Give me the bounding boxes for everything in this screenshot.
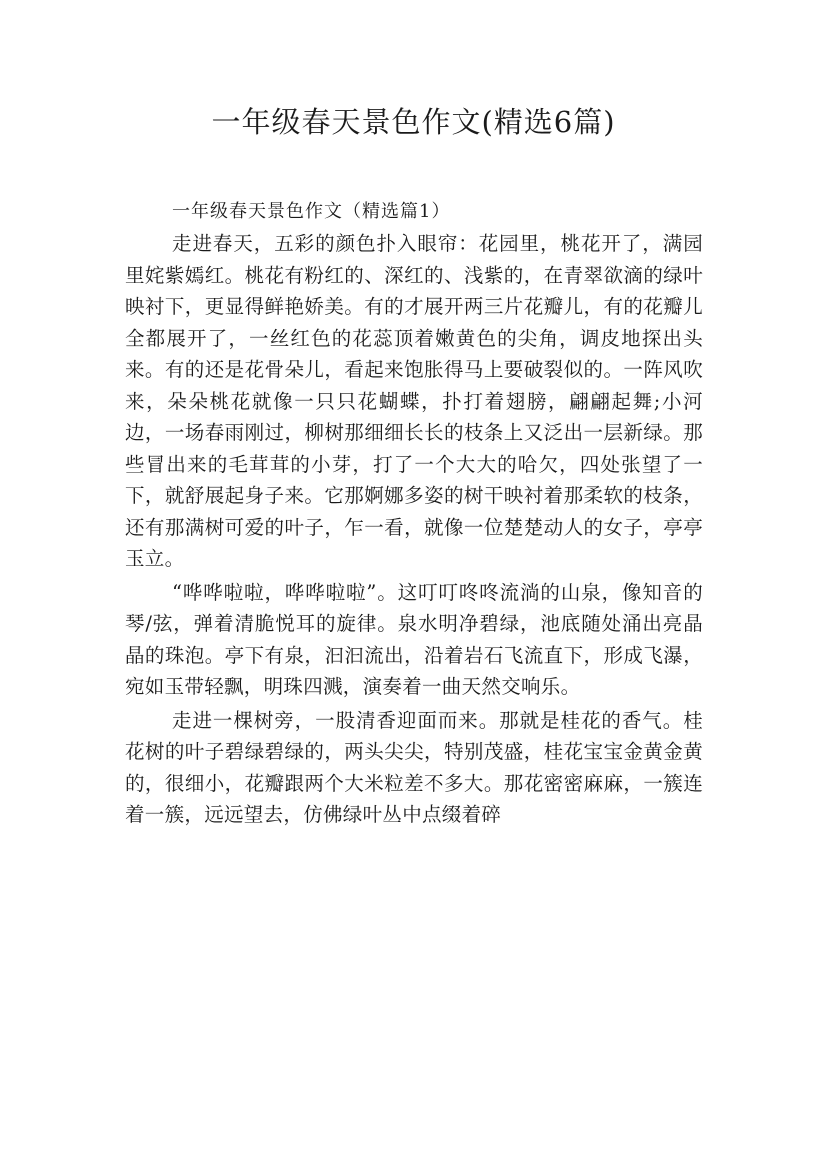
document-body: [125, 196, 703, 833]
section-subtitle: 一年级春天景色作文（精选篇1）: [172, 201, 451, 222]
paragraph-1: 走进春天，五彩的颜色扑入眼帘：花园里，桃花开了，满园里姹紫嫣红。桃花有粉红的、深红的、浅紫的，在青翠欲滴的绿叶映衬下，更显得鲜艳娇美。有的才展开两三片花瓣儿，有的花瓣儿全都展开了，一丝红色的花蕊顶着嫩黄色的尖角，调皮地探出头来。有的还是花骨朵儿，看起来饱胀得马上要破裂似的。一阵风吹来，朵朵桃花就像一只只花蝴蝶，扑打着翅膀，翩翩起舞;小河边，一场春雨刚过，柳树那细细长长的枝条上又泛出一层新绿。那些冒出来的毛茸茸的小芽，打了一个大大的哈欠，四处张望了一下，就舒展起身子来。它那婀娜多姿的树干映衬着那柔软的枝条，还有那满树可爱的叶子，乍一看，就像一位楚楚动人的女子，亭亭玉立。: [125, 232, 703, 570]
paragraph-3: 走进一棵树旁，一股清香迎面而来。那就是桂花的香气。桂花树的叶子碧绿碧绿的，两头尖尖，特别茂盛，桂花宝宝金黄金黄的，很细小，花瓣跟两个大米粒差不多大。那花密密麻麻，一簇连着一簇，远远望去，仿佛绿叶丛中点缀着碎: [125, 708, 703, 826]
document-title: 一年级春天景色作文(精选6篇): [211, 105, 616, 139]
paragraph-2: “哗哗啦啦，哗哗啦啦”。这叮叮咚咚流淌的山泉，像知音的琴/弦，弹着清脆悦耳的旋律。泉水明净碧绿，池底随处涌出亮晶晶的珠泡。亭下有泉，汩汩流出，沿着岩石飞流直下，形成飞瀑，宛如玉带轻飘，明珠四溅，演奏着一曲天然交响乐。: [125, 580, 703, 698]
